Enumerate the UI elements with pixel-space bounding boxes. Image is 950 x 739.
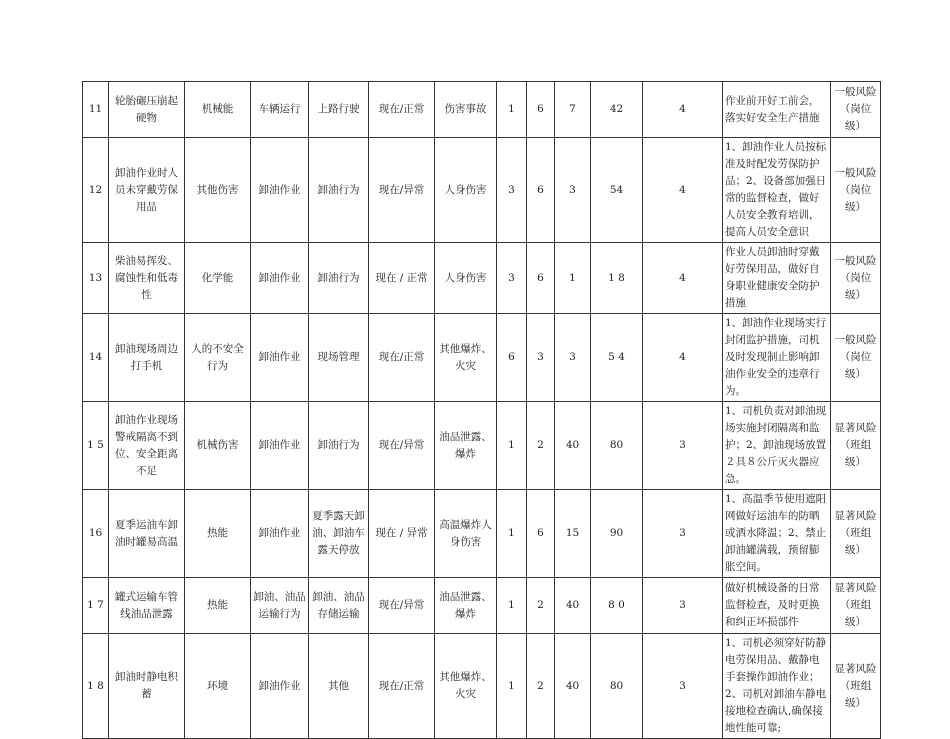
consequence-cell: 7 <box>555 82 591 138</box>
work-unit-cell: 卸油作业 <box>251 490 309 578</box>
likelihood-cell: 1 <box>497 490 527 578</box>
state-cell: 现在/正常 <box>369 82 435 138</box>
hazard-cell: 卸油现场周边打手机 <box>109 314 185 402</box>
row-number-cell: 11 <box>83 82 109 138</box>
energy-type-cell: 热能 <box>185 578 251 634</box>
consequence-cell: 3 <box>555 314 591 402</box>
risk-level-cell: 4 <box>643 82 723 138</box>
consequence-cell: 15 <box>555 490 591 578</box>
table-row <box>83 82 881 138</box>
state-cell: 现在 / 正常 <box>369 243 435 314</box>
exposure-cell: 6 <box>527 138 555 243</box>
exposure-cell: 2 <box>527 634 555 739</box>
control-measure-cell: 1、高温季节使用遮阳网做好运油车的防晒或洒水降温；2、禁止卸油罐满载，预留膨胀空间。 <box>723 490 831 578</box>
risk-grade-cell: 显著风险（班组级） <box>831 634 881 739</box>
accident-type-cell: 人身伤害 <box>435 243 497 314</box>
consequence-cell: 40 <box>555 634 591 739</box>
hazard-cell: 卸油时静电积蓄 <box>109 634 185 739</box>
control-measure-cell: 做好机械设备的日常监督检查，及时更换和纠正坏损部件 <box>723 578 831 634</box>
work-unit-cell: 卸油作业 <box>251 138 309 243</box>
consequence-cell: 40 <box>555 402 591 490</box>
likelihood-cell: 3 <box>497 138 527 243</box>
row-number-cell: 13 <box>83 243 109 314</box>
energy-type-cell: 其他伤害 <box>185 138 251 243</box>
control-measure-cell: 1、司机负责对卸油现场实施封闭隔离和监护；2、卸油现场放置２具８公斤灭火器应急。 <box>723 402 831 490</box>
likelihood-cell: 1 <box>497 634 527 739</box>
likelihood-cell: 3 <box>497 243 527 314</box>
risk-grade-cell: 一般风险（岗位级） <box>831 243 881 314</box>
risk-value-cell: 90 <box>591 490 643 578</box>
exposure-cell: 2 <box>527 578 555 634</box>
likelihood-cell: 6 <box>497 314 527 402</box>
state-cell: 现在/异常 <box>369 578 435 634</box>
table-row <box>83 402 881 490</box>
activity-cell: 卸油行为 <box>309 138 369 243</box>
activity-cell: 卸油行为 <box>309 402 369 490</box>
risk-value-cell: 8 0 <box>591 578 643 634</box>
risk-grade-cell: 显著风险（班组级） <box>831 490 881 578</box>
work-unit-cell: 卸油作业 <box>251 634 309 739</box>
row-number-cell: 12 <box>83 138 109 243</box>
risk-assessment-table <box>82 81 881 739</box>
control-measure-cell: 作业前开好工前会，落实好安全生产措施 <box>723 82 831 138</box>
exposure-cell: 6 <box>527 490 555 578</box>
table-row <box>83 243 881 314</box>
energy-type-cell: 环境 <box>185 634 251 739</box>
exposure-cell: 6 <box>527 243 555 314</box>
hazard-cell: 卸油作业现场警戒隔离不到位、安全距离不足 <box>109 402 185 490</box>
energy-type-cell: 机械能 <box>185 82 251 138</box>
risk-grade-cell: 一般风险（岗位级） <box>831 138 881 243</box>
risk-grade-cell: 显著风险（班组级） <box>831 578 881 634</box>
energy-type-cell: 人的不安全行为 <box>185 314 251 402</box>
exposure-cell: 3 <box>527 314 555 402</box>
accident-type-cell: 高温爆炸人身伤害 <box>435 490 497 578</box>
table-row <box>83 578 881 634</box>
risk-value-cell: 80 <box>591 634 643 739</box>
work-unit-cell: 卸油作业 <box>251 314 309 402</box>
state-cell: 现在/异常 <box>369 402 435 490</box>
work-unit-cell: 卸油作业 <box>251 402 309 490</box>
row-number-cell: 1 5 <box>83 402 109 490</box>
state-cell: 现在/正常 <box>369 314 435 402</box>
state-cell: 现在/异常 <box>369 138 435 243</box>
consequence-cell: 1 <box>555 243 591 314</box>
control-measure-cell: 1、卸油作业人员按标准及时配发劳保防护品；2、设备部加强日常的监督检查，做好人员安全教育培训，提高人员安全意识 <box>723 138 831 243</box>
risk-level-cell: 3 <box>643 634 723 739</box>
accident-type-cell: 其他爆炸、火灾 <box>435 634 497 739</box>
row-number-cell: 1 7 <box>83 578 109 634</box>
table-row <box>83 314 881 402</box>
hazard-cell: 卸油作业时人员未穿戴劳保用品 <box>109 138 185 243</box>
risk-value-cell: 5 4 <box>591 314 643 402</box>
table-row <box>83 138 881 243</box>
accident-type-cell: 油品泄露、爆炸 <box>435 578 497 634</box>
risk-value-cell: 1 8 <box>591 243 643 314</box>
risk-level-cell: 4 <box>643 314 723 402</box>
risk-level-cell: 3 <box>643 490 723 578</box>
activity-cell: 上路行驶 <box>309 82 369 138</box>
risk-value-cell: 42 <box>591 82 643 138</box>
consequence-cell: 3 <box>555 138 591 243</box>
consequence-cell: 40 <box>555 578 591 634</box>
accident-type-cell: 其他爆炸、火灾 <box>435 314 497 402</box>
work-unit-cell: 卸油、油品运输行为 <box>251 578 309 634</box>
activity-cell: 其他 <box>309 634 369 739</box>
control-measure-cell: 1、司机必须穿好防静电劳保用品、戴静电手套操作卸油作业；2、司机对卸油车静电接地检查确认,确保接地性能可靠; <box>723 634 831 739</box>
work-unit-cell: 车辆运行 <box>251 82 309 138</box>
control-measure-cell: 作业人员卸油时穿戴好劳保用品，做好自身职业健康安全防护措施 <box>723 243 831 314</box>
activity-cell: 夏季露天卸油、卸油车露天停放 <box>309 490 369 578</box>
control-measure-cell: 1、卸油作业现场实行封闭监护措施，司机及时发现制止影响卸油作业安全的违章行为。 <box>723 314 831 402</box>
hazard-cell: 柴油易挥发、腐蚀性和低毒性 <box>109 243 185 314</box>
table-body <box>83 82 881 739</box>
risk-level-cell: 4 <box>643 138 723 243</box>
work-unit-cell: 卸油作业 <box>251 243 309 314</box>
exposure-cell: 6 <box>527 82 555 138</box>
risk-value-cell: 54 <box>591 138 643 243</box>
hazard-cell: 夏季运油车卸油时罐易高温 <box>109 490 185 578</box>
energy-type-cell: 化学能 <box>185 243 251 314</box>
risk-level-cell: 4 <box>643 243 723 314</box>
likelihood-cell: 1 <box>497 402 527 490</box>
row-number-cell: 16 <box>83 490 109 578</box>
activity-cell: 卸油、油品存储运输 <box>309 578 369 634</box>
energy-type-cell: 热能 <box>185 490 251 578</box>
activity-cell: 卸油行为 <box>309 243 369 314</box>
accident-type-cell: 油品泄露、爆炸 <box>435 402 497 490</box>
accident-type-cell: 人身伤害 <box>435 138 497 243</box>
risk-grade-cell: 一般风险（岗位级） <box>831 314 881 402</box>
risk-grade-cell: 显著风险（班组级） <box>831 402 881 490</box>
risk-level-cell: 3 <box>643 578 723 634</box>
row-number-cell: 14 <box>83 314 109 402</box>
likelihood-cell: 1 <box>497 82 527 138</box>
hazard-cell: 罐式运输车管线油品泄露 <box>109 578 185 634</box>
table-row <box>83 634 881 739</box>
exposure-cell: 2 <box>527 402 555 490</box>
risk-value-cell: 80 <box>591 402 643 490</box>
state-cell: 现在/正常 <box>369 634 435 739</box>
state-cell: 现在 / 异常 <box>369 490 435 578</box>
activity-cell: 现场管理 <box>309 314 369 402</box>
energy-type-cell: 机械伤害 <box>185 402 251 490</box>
likelihood-cell: 1 <box>497 578 527 634</box>
row-number-cell: 1 8 <box>83 634 109 739</box>
hazard-cell: 轮胎碾压崩起硬物 <box>109 82 185 138</box>
risk-grade-cell: 一般风险（岗位级） <box>831 82 881 138</box>
risk-level-cell: 3 <box>643 402 723 490</box>
table-row <box>83 490 881 578</box>
accident-type-cell: 伤害事故 <box>435 82 497 138</box>
